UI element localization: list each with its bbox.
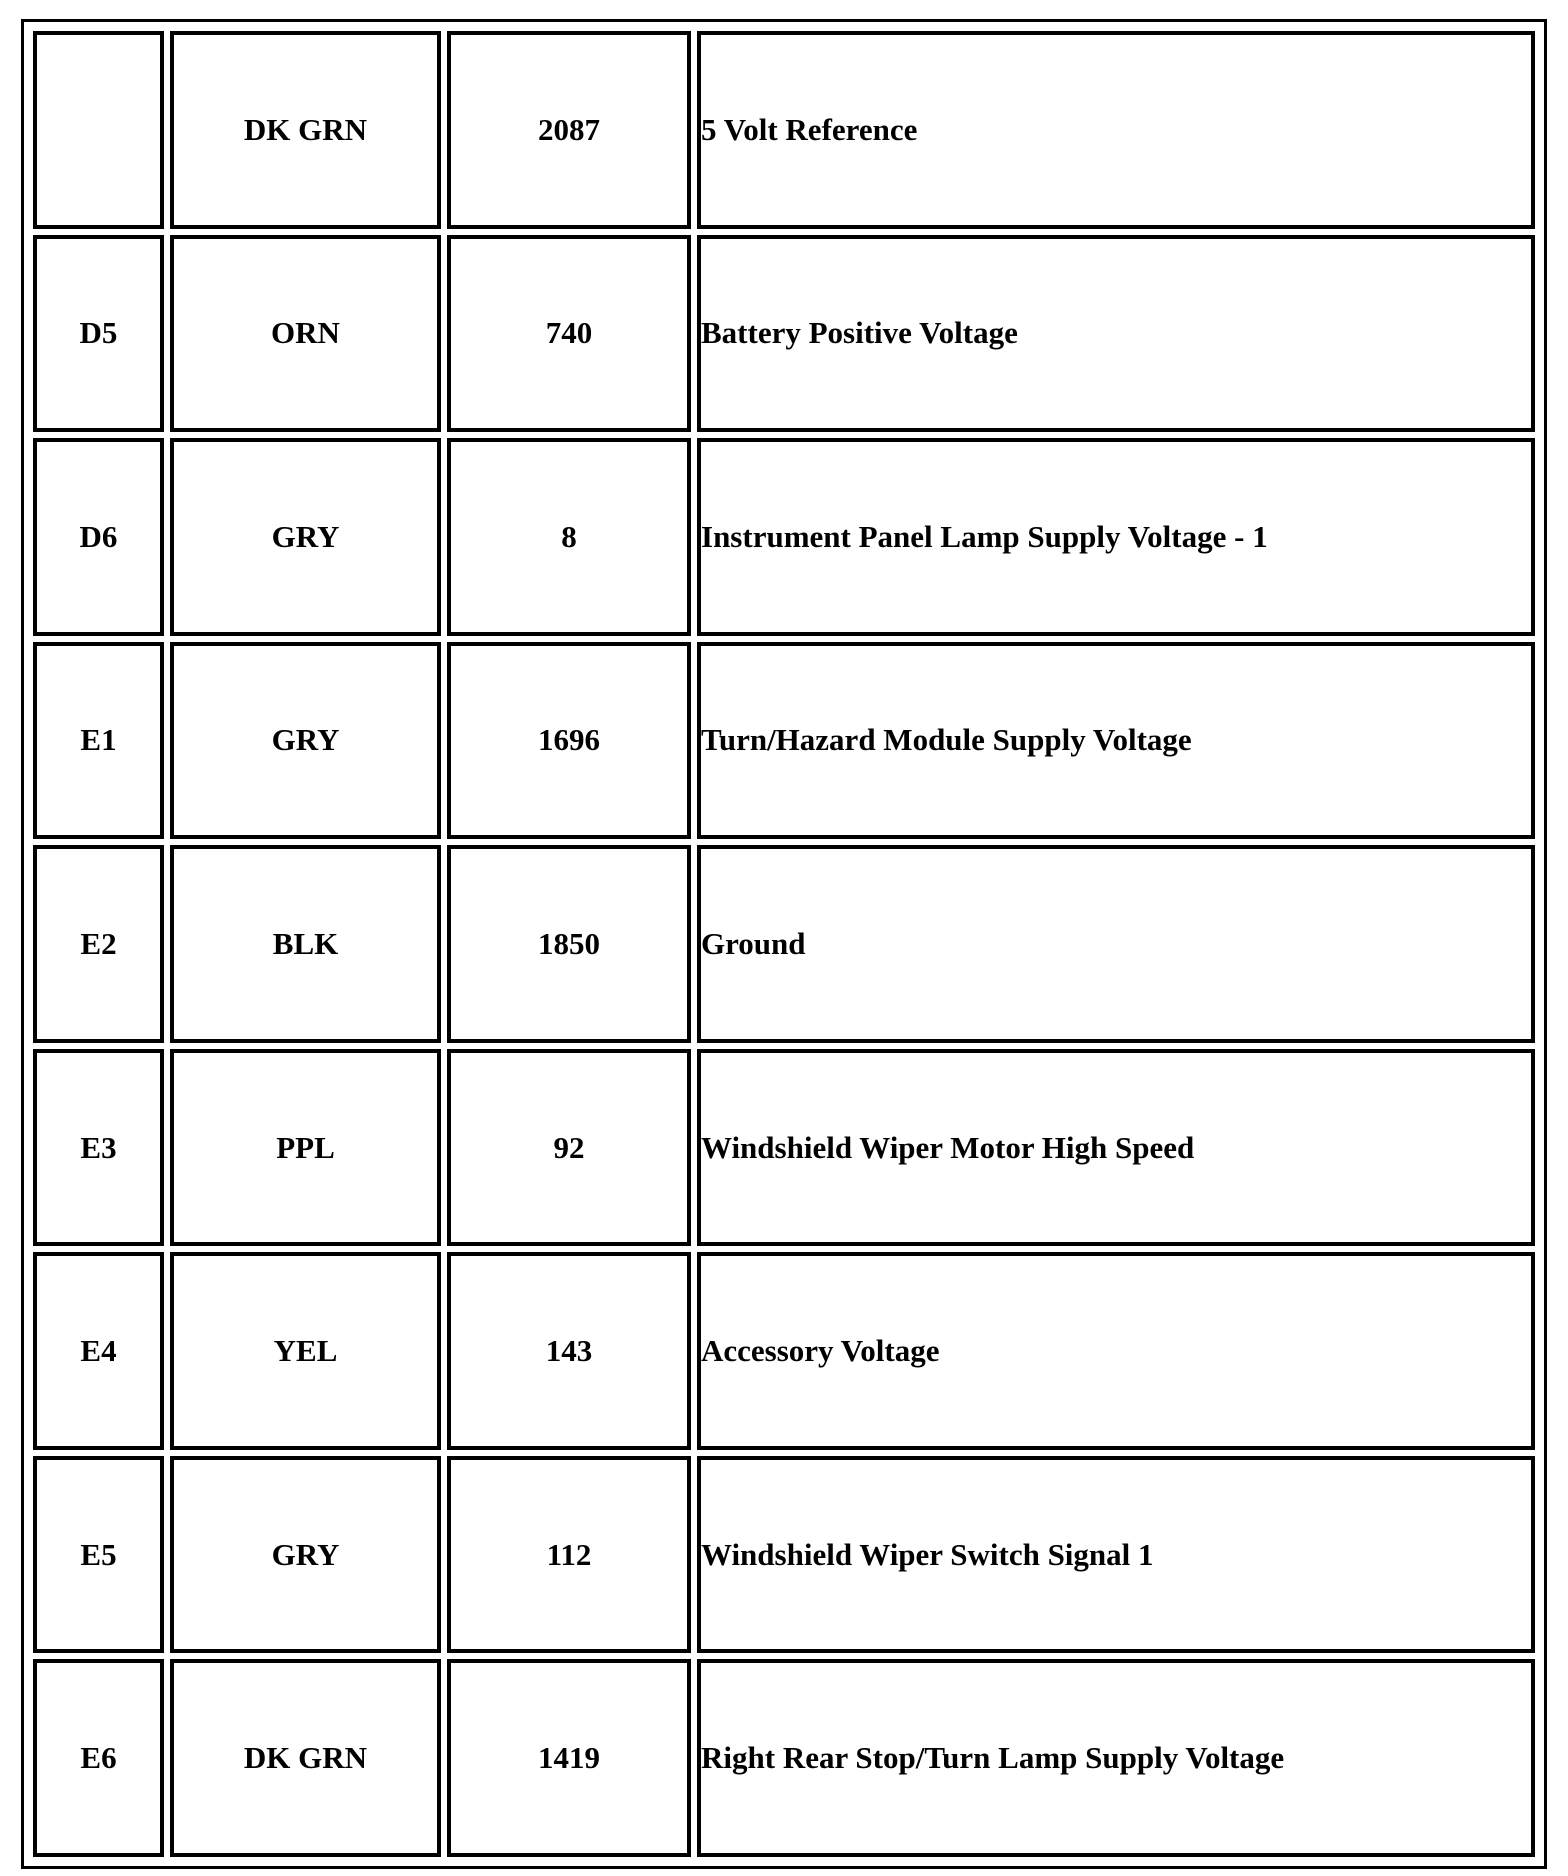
- wire-color-cell: DK GRN: [170, 1659, 441, 1857]
- pin-cell: E5: [33, 1456, 164, 1654]
- pin-cell: D5: [33, 235, 164, 433]
- table-row: [33, 1252, 1535, 1450]
- table-row: [33, 1049, 1535, 1247]
- wire-color-cell: PPL: [170, 1049, 441, 1247]
- circuit-number-cell: 740: [447, 235, 691, 433]
- circuit-number-cell: 92: [447, 1049, 691, 1247]
- connector-pinout-table: [27, 25, 1541, 1863]
- function-cell: Ground: [697, 845, 1535, 1043]
- table-row: [33, 642, 1535, 840]
- table-row: [33, 235, 1535, 433]
- table-row: [33, 1456, 1535, 1654]
- pin-cell: E1: [33, 642, 164, 840]
- wire-color-cell: GRY: [170, 1456, 441, 1654]
- function-cell: Turn/Hazard Module Supply Voltage: [697, 642, 1535, 840]
- table-row: [33, 845, 1535, 1043]
- pin-cell: E2: [33, 845, 164, 1043]
- table-row: [33, 438, 1535, 636]
- circuit-number-cell: 112: [447, 1456, 691, 1654]
- pin-cell: [33, 31, 164, 229]
- wire-color-cell: DK GRN: [170, 31, 441, 229]
- wire-color-cell: GRY: [170, 438, 441, 636]
- circuit-number-cell: 143: [447, 1252, 691, 1450]
- function-cell: Right Rear Stop/Turn Lamp Supply Voltage: [697, 1659, 1535, 1857]
- circuit-number-cell: 1419: [447, 1659, 691, 1857]
- wire-color-cell: BLK: [170, 845, 441, 1043]
- function-cell: Windshield Wiper Motor High Speed: [697, 1049, 1535, 1247]
- circuit-number-cell: 1850: [447, 845, 691, 1043]
- circuit-number-cell: 8: [447, 438, 691, 636]
- pin-cell: E4: [33, 1252, 164, 1450]
- pin-cell: E3: [33, 1049, 164, 1247]
- function-cell: Instrument Panel Lamp Supply Voltage - 1: [697, 438, 1535, 636]
- table-row: [33, 31, 1535, 229]
- circuit-number-cell: 2087: [447, 31, 691, 229]
- function-cell: Windshield Wiper Switch Signal 1: [697, 1456, 1535, 1654]
- function-cell: 5 Volt Reference: [697, 31, 1535, 229]
- pin-cell: D6: [33, 438, 164, 636]
- circuit-number-cell: 1696: [447, 642, 691, 840]
- wire-color-cell: GRY: [170, 642, 441, 840]
- function-cell: Battery Positive Voltage: [697, 235, 1535, 433]
- connector-pinout-table-frame: [21, 19, 1547, 1869]
- wire-color-cell: ORN: [170, 235, 441, 433]
- function-cell: Accessory Voltage: [697, 1252, 1535, 1450]
- pin-cell: E6: [33, 1659, 164, 1857]
- table-row: [33, 1659, 1535, 1857]
- wire-color-cell: YEL: [170, 1252, 441, 1450]
